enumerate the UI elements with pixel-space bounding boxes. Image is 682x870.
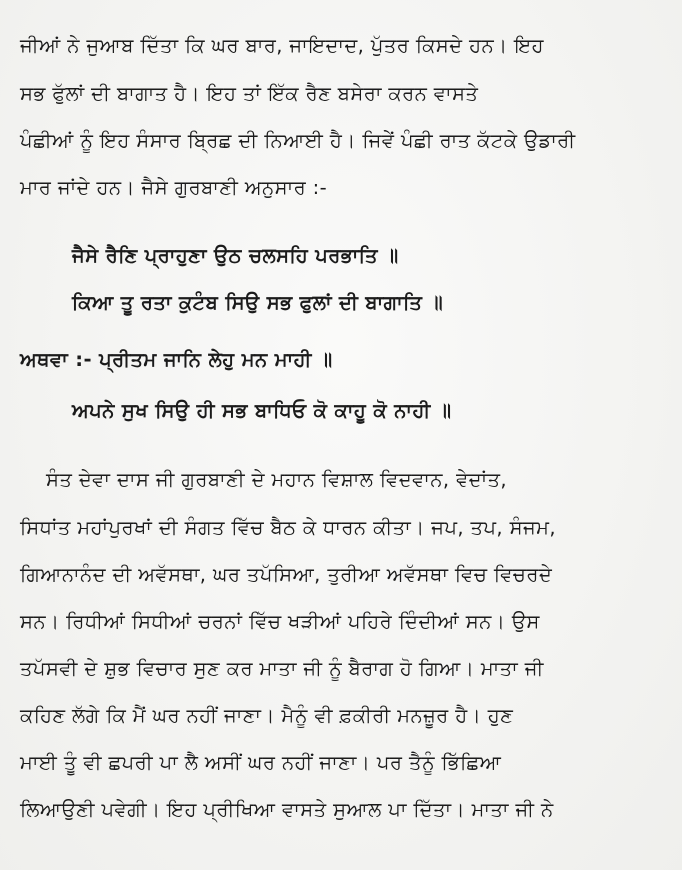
paragraph-line: ਲਿਆਉਣੀ ਪਵੇਗੀ। ਇਹ ਪ੍ਰੀਖਿਆ ਵਾਸਤੇ ਸੁਆਲ ਪਾ ਦਿੱਤਾ। ਮਾਤਾ ਜੀ ਨੇ	[20, 798, 554, 821]
text-line: ਜੀਆਂ ਨੇ ਜੁਆਬ ਦਿੱਤਾ ਕਿ ਘਰ ਬਾਰ, ਜਾਇਦਾਦ, ਪੁੱਤਰ ਕਿਸਦੇ ਹਨ। ਇਹ	[20, 34, 544, 57]
paragraph-line: ਕਹਿਣ ਲੱਗੇ ਕਿ ਮੈਂ ਘਰ ਨਹੀਂ ਜਾਣਾ। ਮੈਨੂੰ ਵੀ ਫ਼ਕੀਰੀ ਮਨਜ਼ੂਰ ਹੈ। ਹੁਣ	[20, 704, 514, 727]
paragraph-line: ਸਿਧਾਂਤ ਮਹਾਂਪੁਰਖਾਂ ਦੀ ਸੰਗਤ ਵਿੱਚ ਬੈਠ ਕੇ ਧਾਰਨ ਕੀਤਾ। ਜਪ, ਤਪ, ਸੰਜਮ,	[20, 516, 556, 539]
text-line: ਮਾਰ ਜਾਂਦੇ ਹਨ। ਜੈਸੇ ਗੁਰਬਾਣੀ ਅਨੁਸਾਰ :-	[20, 176, 328, 199]
quote-line: ਜੈਸੇ ਰੈਣਿ ਪ੍ਰਾਹੁਣਾ ਉਠ ਚਲਸਹਿ ਪਰਭਾਤਿ ॥	[72, 244, 399, 267]
quote-line: ਕਿਆ ਤੂ ਰਤਾ ਕੁਟੰਬ ਸਿਉ ਸਭ ਫੁਲਾਂ ਦੀ ਬਾਗਾਤਿ ॥	[72, 291, 444, 314]
athva-line: ਅਪਨੇ ਸੁਖ ਸਿਉ ਹੀ ਸਭ ਬਾਧਿਓ ਕੋ ਕਾਹੂ ਕੋ ਨਾਹੀ ॥	[72, 399, 452, 422]
text-line: ਸਭ ਫੁੱਲਾਂ ਦੀ ਬਾਗਾਤ ਹੈ। ਇਹ ਤਾਂ ਇੱਕ ਰੈਣ ਬਸੇਰਾ ਕਰਨ ਵਾਸਤੇ	[20, 82, 479, 105]
paragraph-line: ਤਪੱਸਵੀ ਦੇ ਸ਼ੁਭ ਵਿਚਾਰ ਸੁਣ ਕਰ ਮਾਤਾ ਜੀ ਨੂੰ ਬੈਰਾਗ ਹੋ ਗਿਆ। ਮਾਤਾ ਜੀ	[20, 657, 544, 680]
paragraph-line: ਮਾਈ ਤੂੰ ਵੀ ਛਪਰੀ ਪਾ ਲੈ ਅਸੀਂ ਘਰ ਨਹੀਂ ਜਾਣਾ। ਪਰ ਤੈਨੂੰ ਭਿੱਛਿਆ	[20, 751, 502, 774]
paragraph-line: ਸੰਤ ਦੇਵਾ ਦਾਸ ਜੀ ਗੁਰਬਾਣੀ ਦੇ ਮਹਾਨ ਵਿਸ਼ਾਲ ਵਿਦਵਾਨ, ਵੇਦਾਂਤ,	[46, 468, 507, 491]
athva-line: ਅਥਵਾ :- ਪ੍ਰੀਤਮ ਜਾਨਿ ਲੇਹੁ ਮਨ ਮਾਹੀ ॥	[20, 348, 333, 371]
paragraph-line: ਗਿਆਨਾਨੰਦ ਦੀ ਅਵੱਸਥਾ, ਘਰ ਤਪੱਸਿਆ, ਤੁਰੀਆ ਅਵੱਸਥਾ ਵਿਚ ਵਿਚਰਦੇ	[20, 563, 553, 586]
text-line: ਪੰਛੀਆਂ ਨੂੰ ਇਹ ਸੰਸਾਰ ਬ੍ਰਿਛ ਦੀ ਨਿਆਈ ਹੈ। ਜਿਵੇਂ ਪੰਛੀ ਰਾਤ ਕੱਟਕੇ ਉਡਾਰੀ	[20, 129, 576, 152]
paragraph-line: ਸਨ। ਰਿਧੀਆਂ ਸਿਧੀਆਂ ਚਰਨਾਂ ਵਿੱਚ ਖੜੀਆਂ ਪਹਿਰੇ ਦਿੰਦੀਆਂ ਸਨ। ਉਸ	[20, 610, 540, 633]
